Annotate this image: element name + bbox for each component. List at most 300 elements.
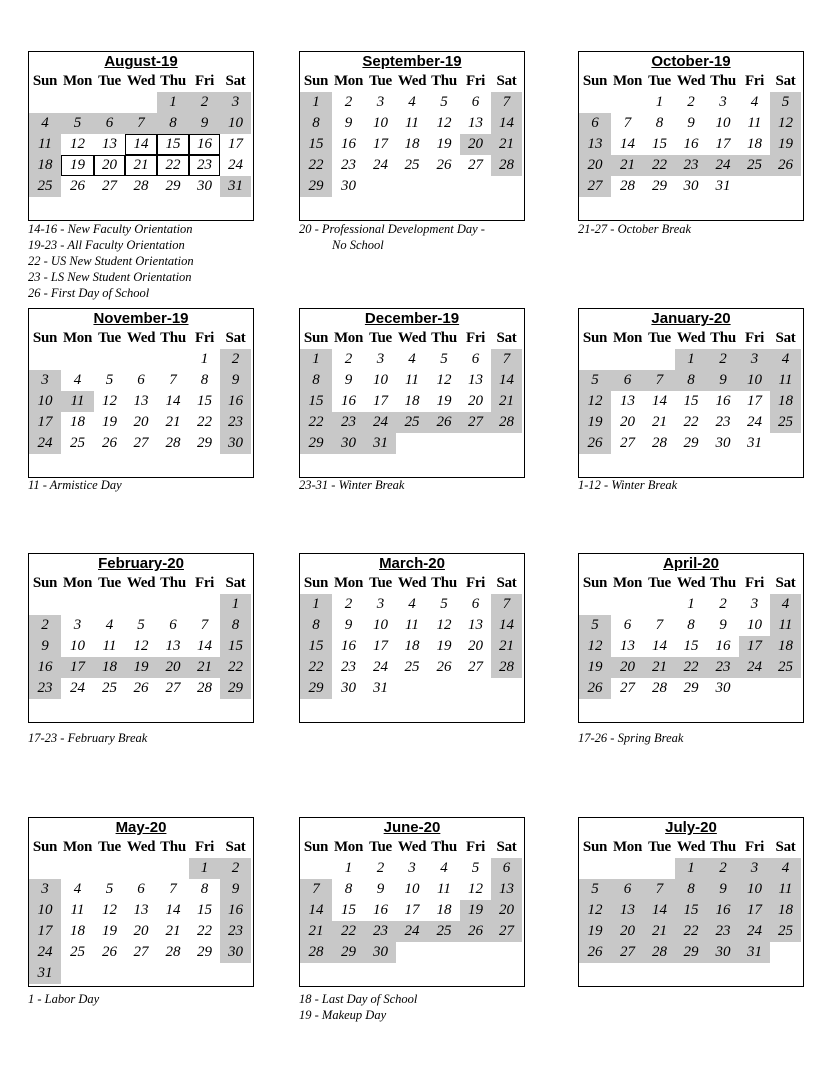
day-cell: 23: [220, 412, 251, 433]
day-cell: 13: [468, 617, 483, 633]
weekday-header: Sat: [225, 73, 246, 89]
day-cell: 19: [579, 921, 611, 942]
day-cell: 20: [468, 638, 483, 654]
weekday-header: Sat: [775, 73, 796, 89]
day-cell: 18: [770, 636, 801, 657]
day-cell: 29: [300, 176, 332, 197]
weekday-header: Tue: [648, 73, 671, 89]
day-cell: 29: [197, 435, 212, 451]
weekday-header: Sun: [303, 73, 329, 89]
day-cell: 23: [29, 678, 61, 699]
day-cell: 30: [197, 178, 212, 194]
day-cell: 3: [376, 596, 385, 612]
day-cell: 8: [200, 881, 209, 897]
day-cell: 26: [428, 412, 460, 433]
day-cell: 3: [220, 92, 251, 113]
month-title: April-20: [663, 555, 719, 572]
day-cell: 17: [373, 393, 388, 409]
day-cell: 29: [332, 942, 365, 963]
day-cell: 1: [300, 349, 332, 370]
weekday-header: Mon: [62, 575, 93, 591]
day-cell: 17: [61, 657, 94, 678]
weekday-header: Sun: [582, 73, 608, 89]
day-cell: 16: [220, 900, 251, 921]
day-cell: 16: [715, 393, 731, 409]
day-cell: 9: [376, 881, 385, 897]
day-cell: 23: [707, 921, 739, 942]
day-cell: 3: [719, 94, 727, 110]
day-cell: 29: [683, 435, 699, 451]
day-cell: 1: [220, 594, 251, 615]
day-cell: 25: [739, 155, 770, 176]
day-cell: 13: [579, 134, 611, 155]
day-cell: 24: [228, 157, 243, 173]
day-cell: 26: [436, 157, 452, 173]
day-cell: 20: [611, 657, 644, 678]
day-cell: 31: [29, 963, 61, 984]
day-cell: 27: [468, 659, 483, 675]
month-title: October-19: [651, 53, 731, 70]
month-note: 22 - US New Student Orientation: [28, 254, 194, 268]
weekday-header: Thu: [710, 73, 736, 89]
day-cell: 23: [220, 921, 251, 942]
day-cell: 27: [491, 921, 522, 942]
day-cell: 14: [620, 136, 635, 152]
day-cell: 24: [739, 657, 770, 678]
day-cell: 4: [29, 113, 61, 134]
day-cell: 25: [428, 921, 460, 942]
day-cell: 9: [707, 370, 739, 391]
day-cell: 15: [652, 136, 667, 152]
day-cell: 27: [620, 680, 635, 696]
day-cell: 18: [94, 657, 125, 678]
day-cell: 24: [29, 942, 61, 963]
day-cell: 14: [644, 900, 675, 921]
weekday-header: Fri: [194, 330, 215, 346]
day-cell: 6: [579, 113, 611, 134]
day-cell: 15: [197, 393, 212, 409]
day-cell: 29: [220, 678, 251, 699]
day-cell: 2: [220, 349, 251, 370]
day-cell: 22: [675, 921, 707, 942]
day-cell: 4: [440, 860, 448, 876]
day-cell: 17: [739, 900, 770, 921]
day-cell: 11: [102, 638, 117, 654]
day-cell: 19: [436, 136, 452, 152]
day-cell: 6: [623, 617, 632, 633]
day-cell: 21: [652, 414, 667, 430]
day-cell: 7: [491, 92, 522, 113]
day-cell: 3: [739, 858, 770, 879]
day-cell: 24: [747, 414, 762, 430]
day-cell: 30: [220, 942, 251, 963]
day-cell: 18: [404, 638, 420, 654]
day-cell: 7: [200, 617, 209, 633]
day-cell: 25: [396, 412, 428, 433]
day-cell: 15: [157, 134, 189, 155]
day-cell: 8: [300, 615, 332, 636]
weekday-header: Thu: [160, 575, 186, 591]
weekday-header: Sun: [582, 330, 608, 346]
day-cell: 15: [197, 902, 212, 918]
month-title: March-20: [379, 555, 445, 572]
day-cell: 22: [644, 155, 675, 176]
day-cell: 14: [652, 393, 667, 409]
day-cell: 8: [675, 370, 707, 391]
day-cell: 25: [770, 657, 801, 678]
day-cell: 22: [300, 657, 332, 678]
weekday-header: Mon: [333, 575, 364, 591]
weekday-header: Sun: [32, 330, 58, 346]
day-cell: 28: [491, 412, 522, 433]
day-cell: 15: [683, 393, 699, 409]
month-calendar: [28, 817, 254, 987]
day-cell: 17: [228, 136, 243, 152]
weekday-header: Mon: [333, 839, 364, 855]
day-cell: 28: [652, 680, 667, 696]
day-cell: 3: [29, 370, 61, 391]
weekday-header: Mon: [62, 330, 93, 346]
month-calendar: [28, 51, 254, 221]
weekday-header: Fri: [744, 839, 765, 855]
day-cell: 20: [133, 414, 149, 430]
day-cell: 27: [611, 942, 644, 963]
day-cell: 8: [157, 113, 189, 134]
day-cell: 20: [491, 900, 522, 921]
day-cell: 22: [197, 923, 212, 939]
day-cell: 13: [620, 393, 635, 409]
day-cell: 6: [611, 370, 644, 391]
weekday-header: Mon: [612, 839, 643, 855]
day-cell: 8: [300, 370, 332, 391]
day-cell: 26: [436, 659, 452, 675]
weekday-header: Sat: [496, 575, 517, 591]
day-cell: 27: [102, 178, 117, 194]
day-cell: 29: [652, 178, 667, 194]
day-cell: 31: [747, 435, 762, 451]
day-cell: 5: [579, 879, 611, 900]
month-calendar: [299, 51, 525, 221]
weekday-header: Wed: [676, 330, 706, 346]
weekday-header: Fri: [744, 330, 765, 346]
day-cell: 17: [739, 636, 770, 657]
weekday-header: Sun: [32, 73, 58, 89]
month-calendar: [578, 817, 804, 987]
month-title: September-19: [362, 53, 462, 70]
day-cell: 26: [70, 178, 85, 194]
day-cell: 3: [376, 351, 385, 367]
day-cell: 16: [341, 393, 356, 409]
day-cell: 12: [579, 900, 611, 921]
weekday-header: Thu: [431, 73, 457, 89]
day-cell: 12: [102, 902, 117, 918]
day-cell: 10: [373, 372, 388, 388]
day-cell: 21: [644, 921, 675, 942]
day-cell: 18: [70, 923, 85, 939]
day-cell: 28: [644, 942, 675, 963]
day-cell: 14: [652, 638, 667, 654]
day-cell: 30: [332, 433, 365, 454]
weekday-header: Mon: [333, 330, 364, 346]
day-cell: 6: [137, 881, 145, 897]
day-cell: 13: [468, 372, 483, 388]
weekday-header: Thu: [160, 839, 186, 855]
weekday-header: Sat: [225, 839, 246, 855]
day-cell: 4: [73, 881, 82, 897]
weekday-header: Wed: [126, 330, 156, 346]
day-cell: 5: [137, 617, 145, 633]
day-cell: 23: [707, 657, 739, 678]
weekday-header: Sun: [582, 575, 608, 591]
day-cell: 13: [468, 115, 483, 131]
day-cell: 6: [137, 372, 145, 388]
day-cell: 27: [579, 176, 611, 197]
day-cell: 9: [220, 879, 251, 900]
weekday-header: Fri: [465, 73, 486, 89]
weekday-header: Thu: [710, 330, 736, 346]
month-calendar: [299, 553, 525, 723]
day-cell: 23: [715, 414, 731, 430]
month-note: 26 - First Day of School: [28, 286, 150, 300]
weekday-header: Wed: [126, 839, 156, 855]
day-cell: 1: [200, 351, 209, 367]
day-cell: 22: [300, 155, 332, 176]
weekday-header: Tue: [369, 575, 392, 591]
day-cell: 30: [341, 178, 356, 194]
day-cell: 29: [197, 944, 212, 960]
day-cell: 21: [189, 657, 220, 678]
day-cell: 16: [29, 657, 61, 678]
day-cell: 23: [332, 412, 365, 433]
weekday-header: Tue: [98, 330, 121, 346]
day-cell: 25: [102, 680, 117, 696]
day-cell: 28: [652, 435, 667, 451]
day-cell: 8: [687, 617, 695, 633]
day-cell: 12: [133, 638, 149, 654]
month-title: June-20: [383, 819, 441, 836]
month-note: 23-31 - Winter Break: [299, 478, 405, 492]
month-title: December-19: [364, 310, 460, 327]
day-cell: 3: [376, 94, 385, 110]
day-cell: 10: [373, 115, 388, 131]
day-cell: 11: [437, 881, 451, 897]
day-cell: 9: [719, 617, 727, 633]
day-cell: 26: [133, 680, 149, 696]
day-cell: 27: [133, 944, 149, 960]
weekday-header: Tue: [369, 73, 392, 89]
day-cell: 12: [70, 136, 85, 152]
month-title: August-19: [104, 53, 178, 70]
day-cell: 8: [675, 879, 707, 900]
day-cell: 20: [133, 923, 149, 939]
day-cell: 6: [471, 351, 480, 367]
day-cell: 19: [579, 412, 611, 433]
day-cell: 25: [29, 176, 61, 197]
day-cell: 12: [436, 617, 452, 633]
weekday-header: Sun: [32, 575, 58, 591]
day-cell: 15: [220, 636, 251, 657]
day-cell: 5: [105, 881, 114, 897]
weekday-header: Thu: [160, 73, 186, 89]
day-cell: 1: [687, 596, 695, 612]
day-cell: 24: [29, 433, 61, 454]
day-cell: 17: [29, 412, 61, 433]
weekday-header: Fri: [194, 575, 215, 591]
day-cell: 9: [29, 636, 61, 657]
weekday-header: Sat: [496, 73, 517, 89]
day-cell: 22: [332, 921, 365, 942]
day-cell: 19: [436, 638, 452, 654]
weekday-header: Fri: [744, 575, 765, 591]
day-cell: 15: [341, 902, 356, 918]
day-cell: 27: [460, 412, 491, 433]
day-cell: 30: [707, 942, 739, 963]
day-cell: 7: [655, 617, 664, 633]
month-title: November-19: [93, 310, 189, 327]
weekday-header: Tue: [369, 330, 392, 346]
month-title: February-20: [98, 555, 184, 572]
day-cell: 24: [70, 680, 85, 696]
weekday-header: Wed: [676, 839, 706, 855]
day-cell: 14: [125, 134, 157, 155]
day-cell: 3: [750, 596, 759, 612]
day-cell: 23: [341, 157, 356, 173]
day-cell: 15: [675, 900, 707, 921]
day-cell: 15: [683, 638, 699, 654]
month-note: 14-16 - New Faculty Orientation: [28, 222, 193, 236]
day-cell: 11: [29, 134, 61, 155]
weekday-header: Mon: [62, 73, 93, 89]
day-cell: 16: [707, 900, 739, 921]
day-cell: 22: [300, 412, 332, 433]
month-note: 17-23 - February Break: [28, 731, 148, 745]
day-cell: 30: [715, 680, 731, 696]
weekday-header: Sat: [496, 839, 517, 855]
day-cell: 1: [300, 594, 332, 615]
weekday-header: Thu: [160, 330, 186, 346]
weekday-header: Wed: [397, 330, 427, 346]
weekday-header: Fri: [465, 839, 486, 855]
day-cell: 10: [70, 638, 85, 654]
day-cell: 22: [220, 657, 251, 678]
day-cell: 18: [770, 391, 801, 412]
day-cell: 14: [165, 902, 181, 918]
day-cell: 26: [102, 435, 117, 451]
day-cell: 25: [404, 157, 420, 173]
day-cell: 2: [376, 860, 385, 876]
day-cell: 11: [405, 372, 419, 388]
day-cell: 4: [408, 351, 416, 367]
weekday-header: Mon: [612, 575, 643, 591]
month-note: No School: [332, 238, 384, 252]
day-cell: 23: [675, 155, 707, 176]
day-cell: 21: [644, 657, 675, 678]
day-cell: 2: [707, 349, 739, 370]
day-cell: 14: [491, 370, 522, 391]
day-cell: 3: [739, 349, 770, 370]
day-cell: 8: [300, 113, 332, 134]
day-cell: 6: [471, 596, 480, 612]
day-cell: 10: [29, 391, 61, 412]
day-cell: 12: [468, 881, 483, 897]
day-cell: 4: [73, 372, 82, 388]
day-cell: 2: [707, 858, 739, 879]
day-cell: 24: [739, 921, 770, 942]
weekday-header: Thu: [710, 575, 736, 591]
day-cell: 11: [405, 617, 419, 633]
day-cell: 2: [220, 858, 251, 879]
day-cell: 22: [157, 155, 189, 176]
day-cell: 13: [491, 879, 522, 900]
day-cell: 30: [683, 178, 699, 194]
day-cell: 10: [373, 617, 388, 633]
month-note: 18 - Last Day of School: [299, 992, 418, 1006]
month-calendar: [578, 308, 804, 478]
day-cell: 16: [341, 638, 356, 654]
weekday-header: Wed: [126, 73, 156, 89]
day-cell: 29: [683, 680, 699, 696]
day-cell: 11: [61, 391, 94, 412]
day-cell: 4: [408, 596, 416, 612]
weekday-header: Tue: [98, 575, 121, 591]
weekday-header: Thu: [710, 839, 736, 855]
day-cell: 16: [683, 136, 699, 152]
day-cell: 13: [165, 638, 181, 654]
day-cell: 20: [468, 393, 483, 409]
weekday-header: Wed: [397, 73, 427, 89]
weekday-header: Mon: [612, 73, 643, 89]
day-cell: 28: [133, 178, 149, 194]
day-cell: 9: [344, 115, 353, 131]
day-cell: 11: [70, 902, 85, 918]
day-cell: 7: [491, 349, 522, 370]
day-cell: 20: [579, 155, 611, 176]
day-cell: 1: [655, 94, 664, 110]
day-cell: 9: [344, 617, 353, 633]
month-note: 19-23 - All Faculty Orientation: [28, 238, 185, 252]
weekday-header: Tue: [98, 839, 121, 855]
day-cell: 13: [102, 136, 117, 152]
month-title: May-20: [115, 819, 167, 836]
day-cell: 18: [747, 136, 762, 152]
day-cell: 7: [300, 879, 332, 900]
day-cell: 22: [197, 414, 212, 430]
day-cell: 10: [715, 115, 731, 131]
day-cell: 16: [220, 391, 251, 412]
weekday-header: Sun: [303, 839, 329, 855]
weekday-header: Sun: [303, 330, 329, 346]
day-cell: 18: [404, 393, 420, 409]
day-cell: 10: [220, 113, 251, 134]
day-cell: 15: [300, 134, 332, 155]
day-cell: 7: [644, 370, 675, 391]
month-note: 23 - LS New Student Orientation: [28, 270, 192, 284]
day-cell: 1: [344, 860, 353, 876]
day-cell: 18: [29, 155, 61, 176]
day-cell: 26: [579, 433, 611, 454]
day-cell: 4: [770, 349, 801, 370]
day-cell: 17: [373, 136, 388, 152]
day-cell: 15: [300, 391, 332, 412]
day-cell: 19: [460, 900, 491, 921]
day-cell: 12: [579, 636, 611, 657]
day-cell: 9: [189, 113, 220, 134]
day-cell: 19: [61, 155, 94, 176]
day-cell: 2: [687, 94, 695, 110]
day-cell: 26: [770, 155, 801, 176]
day-cell: 6: [94, 113, 125, 134]
day-cell: 4: [408, 94, 416, 110]
